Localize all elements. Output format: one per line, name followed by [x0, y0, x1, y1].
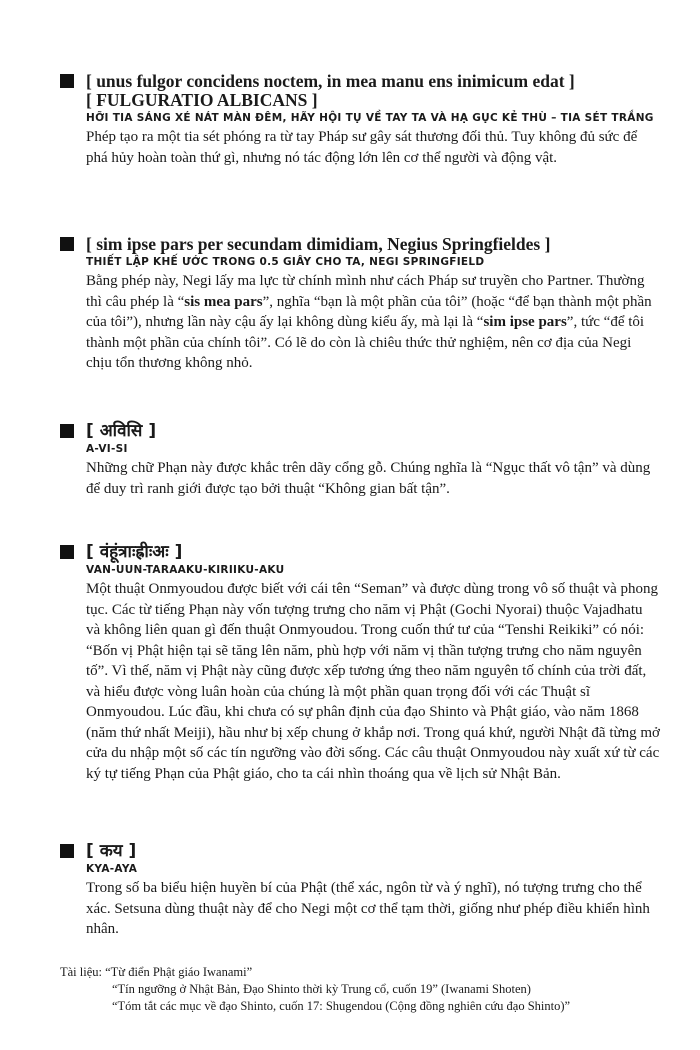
sanskrit-title: [ कय ]	[86, 841, 137, 861]
square-bullet-icon	[60, 74, 74, 88]
entry-heading	[60, 842, 660, 861]
spell-phrase-bold: sim ipse pars	[483, 314, 567, 330]
sanskrit-title: [ अविसि ]	[86, 421, 157, 441]
spell-phrase-bold: sis mea pars	[184, 293, 263, 310]
references	[60, 964, 680, 1015]
entry-heading	[60, 235, 660, 254]
reference-item: “Tóm tắt các mục về đạo Shinto, cuốn 17: Shugendou (Cộng đồng nghiên cứu đạo Shinto)”	[112, 999, 571, 1013]
references-label: Tài liệu:	[60, 965, 102, 979]
entry-heading	[60, 422, 660, 441]
entry-title: [ sim ipse pars per secundam dimidiam, Negius Springfieldes ]	[86, 234, 551, 254]
entry-heading	[60, 543, 660, 562]
entry-title-secondary: [ FULGURATIO ALBICANS ]	[86, 90, 318, 110]
square-bullet-icon	[60, 545, 74, 559]
reference-item: “Từ điển Phật giáo Iwanami”	[105, 965, 253, 979]
entry-title: [ unus fulgor concidens noctem, in mea manu ens inimicum edat ]	[86, 71, 575, 91]
sanskrit-title: [ वंहूंत्राःह्रीःअः ]	[86, 542, 183, 562]
body-text: ”, nghĩa “bạn là một phần của tôi” (hoặc “để bạn thành một phần của tôi”), nhưng lần này cậu ấy lại không dùng kiểu ấy, mà lại là “	[86, 293, 652, 330]
entry-subtitle: THIẾT LẬP KHẾ ƯỚC TRONG 0.5 GIÂY CHO TA, NEGI SPRINGFIELD	[86, 256, 485, 268]
body-text: ”, tức “để tôi thành một phần của chính tôi”. Có lẽ do còn là chiêu thức thử nghiệm, nên cơ địa của Negi chịu tổn thương không nhỏ.	[86, 314, 645, 371]
entry-subtitle: VAN-UUN-TARAAKU-KIRIIKU-AKU	[86, 564, 285, 576]
entry-fulguratio	[60, 72, 660, 168]
entry-body: Một thuật Onmyoudou được biết với cái tên “Seman” và được dùng trong vô số thuật và phong tục. Các từ tiếng Phạn này vốn tượng trưng cho năm vị Phật (Gochi Nyorai) thuộc Vajadhatu và không liên quan gì đến thuật Onmyoudou. Trong cuốn thứ tư của “Tenshi Reikiki” có nói: “Bốn vị Phật hiện tại sẽ tăng lên năm, phù hợp với năm vị thần tượng trưng cho năm nguyên tố”. Vì thế, năm vị Phật này cũng được xếp tương ứng theo năm nguyên tố chính của trời đất, và hiểu được vòng luân hoàn của chúng là một phần quan trọng đối với các Thuật sĩ Onmyoudou. Lúc đầu, khi chưa có sự phân định của đạo Shinto và Phật giáo, vào năm 1868 (năm thứ nhất Meiji), hầu như bị xếp chung ở khắp nơi. Trong quá khứ, người Nhật đã từng mở cửa du nhập một số các tín ngưỡng vào đời sống. Các câu thuật Onmyoudou này xuất xứ từ các ký tự tiếng Phạn của Phật giáo, cho ta cái nhìn thoáng qua về lịch sử Nhật Bản.	[86, 581, 660, 782]
entry-subtitle: KYA-AYA	[86, 863, 138, 875]
entry-body: Trong số ba biểu hiện huyền bí của Phật (thể xác, ngôn từ và ý nghĩ), nó tượng trưng cho thể xác. Setsuna dùng thuật này để cho Negi một cơ thể tạm thời, giống như phép điều khiển hình nhân.	[86, 880, 650, 937]
reference-line	[60, 964, 680, 981]
entry-a-vi-si	[60, 422, 660, 499]
entry-van-uun	[60, 543, 660, 784]
entry-kya-aya	[60, 842, 660, 940]
entry-subtitle: HỠI TIA SÁNG XÉ NÁT MÀN ĐÊM, HÃY HỘI TỤ VỀ TAY TA VÀ HẠ GỤC KẺ THÙ – TIA SÉT TRẮNG	[86, 112, 654, 124]
reference-item: “Tín ngưỡng ở Nhật Bản, Đạo Shinto thời kỳ Trung cổ, cuốn 19” (Iwanami Shoten)	[112, 982, 531, 996]
square-bullet-icon	[60, 237, 74, 251]
body-text: Bằng phép này, Negi lấy ma lực từ chính mình như cách Pháp sư truyền cho Partner. Thường thì câu phép là “	[86, 273, 645, 310]
entry-heading	[60, 72, 660, 91]
square-bullet-icon	[60, 424, 74, 438]
entry-subtitle: A-VI-SI	[86, 443, 128, 455]
entry-body	[86, 271, 660, 374]
entry-sim-ipse-pars	[60, 235, 660, 374]
square-bullet-icon	[60, 844, 74, 858]
entry-body: Những chữ Phạn này được khắc trên dãy cổng gỗ. Chúng nghĩa là “Ngục thất vô tận” và dùng để duy trì ranh giới được tạo bởi thuật “Không gian bất tận”.	[86, 460, 651, 497]
entry-body: Phép tạo ra một tia sét phóng ra từ tay Pháp sư gây sát thương đối thủ. Tuy không đủ sức để phá hủy hoàn toàn thứ gì, nhưng nó tác động lớn lên cơ thể người và động vật.	[86, 129, 638, 166]
